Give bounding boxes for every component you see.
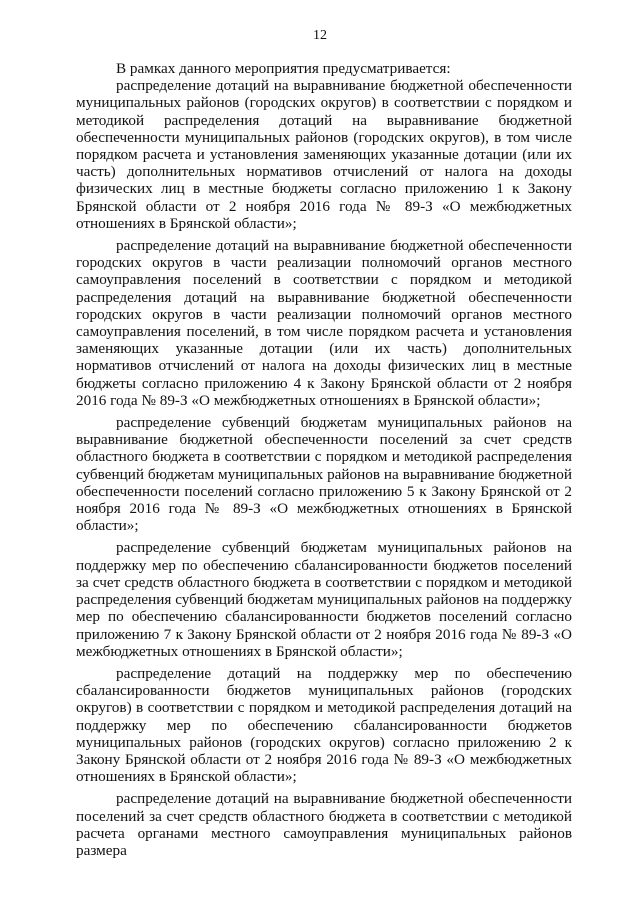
paragraph-subvention-equalization: распределение субвенций бюджетам муниципальных районов на выравнивание бюджетной обеспеченности поселений за счет средств областного бюджета в соответствии с порядком и методикой распределения субвенций бюджетам муниципальных районов на выравнивание бюджетной обеспеченности поселений согласно приложению 5 к Закону Брянской от 2 ноября 2016 года № 89-З «О межбюджетных отношениях в Брянской области»;	[76, 414, 572, 535]
paragraph-subvention-balance: распределение субвенций бюджетам муниципальных районов на поддержку мер по обеспечению сбалансированности бюджетов поселений за счет средств областного бюджета в соответствии с порядком и методикой распределения субвенций бюджетам муниципальных районов на поддержку мер по обеспечению сбалансированности бюджетов поселений согласно приложению 7 к Закону Брянской области от 2 ноября 2016 года № 89-З «О межбюджетных отношениях в Брянской области»;	[76, 539, 572, 660]
paragraph-dotation-city-districts: распределение дотаций на выравнивание бюджетной обеспеченности городских округов в части реализации полномочий органов местного самоуправления поселений в соответствии с порядком и методикой распределения дотаций на выравнивание бюджетной обеспеченности городских округов в части реализации полномочий органов местного самоуправления поселений, в том числе порядком расчета и установления заменяющих указанные дотации (или их часть) дополнительных нормативов отчислений от налога на доходы физических лиц в местные бюджеты согласно приложению 4 к Закону Брянской области от 2 ноября 2016 года № 89-З «О межбюджетных отношениях в Брянской области»;	[76, 237, 572, 409]
page-number: 12	[313, 28, 327, 43]
paragraph-dotation-municipal-districts: распределение дотаций на выравнивание бюджетной обеспеченности муниципальных районов (городских округов) в соответствии с порядком и методикой распределения дотаций на выравнивание бюджетной обеспеченности муниципальных районов (городских округов), в том числе порядком расчета и установления заменяющих указанные дотации (или их часть) дополнительных нормативов отчислений от налога на доходы физических лиц в местные бюджеты согласно приложению 1 к Закону Брянской области от 2 ноября 2016 года № 89-З «О межбюджетных отношениях в Брянской области»;	[76, 77, 572, 232]
document-body	[76, 60, 572, 859]
paragraph-dotation-settlements: распределение дотаций на выравнивание бюджетной обеспеченности поселений за счет средств областного бюджета в соответствии с методикой расчета органами местного самоуправления муниципальных районов размера	[76, 790, 572, 859]
intro-line: В рамках данного мероприятия предусматривается:	[116, 60, 451, 77]
paragraph-dotation-balance: распределение дотаций на поддержку мер по обеспечению сбалансированности бюджетов муниципальных районов (городских округов) в соответствии с порядком и методикой распределения дотаций на поддержку мер по обеспечению сбалансированности бюджетов муниципальных районов (городских округов) согласно приложению 2 к Закону Брянской области от 2 ноября 2016 года № 89-З «О межбюджетных отношениях в Брянской области»;	[76, 664, 572, 786]
